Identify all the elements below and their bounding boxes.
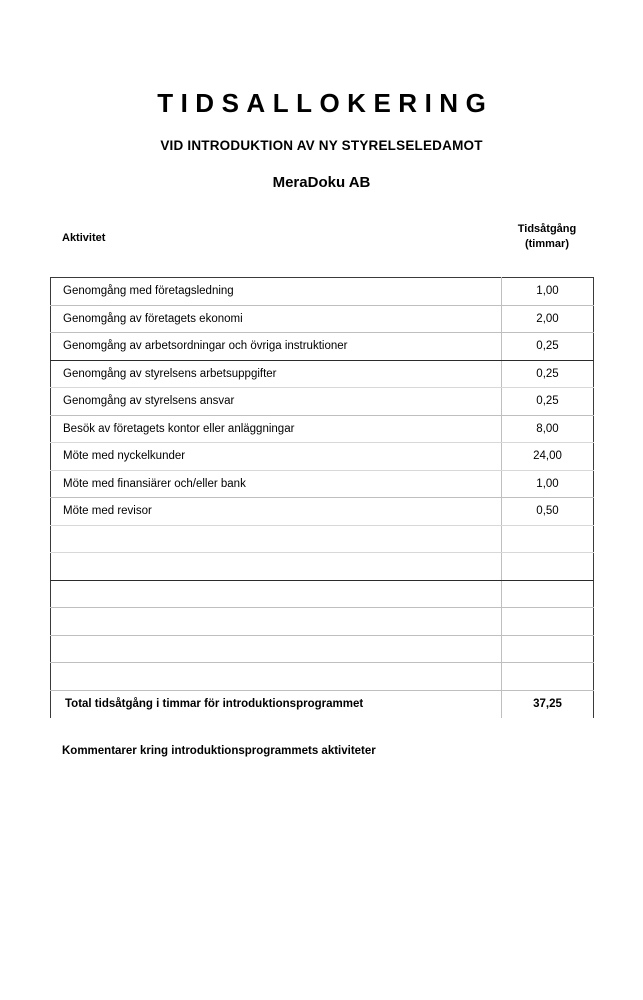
cell-hours[interactable] xyxy=(502,663,594,691)
cell-hours[interactable]: 0,25 xyxy=(502,388,594,416)
table-row[interactable] xyxy=(51,470,594,498)
time-allocation-table xyxy=(50,277,594,718)
cell-hours[interactable]: 2,00 xyxy=(502,305,594,333)
table-total-row xyxy=(51,690,594,718)
cell-hours[interactable] xyxy=(502,608,594,636)
cell-hours[interactable]: 24,00 xyxy=(502,443,594,471)
document-title: TIDSALLOKERING xyxy=(157,88,494,118)
column-header-hours xyxy=(501,222,593,251)
cell-activity[interactable]: Möte med finansiärer och/eller bank xyxy=(51,470,502,498)
cell-hours[interactable]: 1,00 xyxy=(502,278,594,306)
column-header-activity: Aktivitet xyxy=(62,232,106,244)
table-row[interactable] xyxy=(51,415,594,443)
cell-activity[interactable]: Genomgång av styrelsens ansvar xyxy=(51,388,502,416)
cell-activity[interactable] xyxy=(51,608,502,636)
cell-activity[interactable] xyxy=(51,553,502,581)
table-body xyxy=(51,278,594,718)
table-row[interactable] xyxy=(51,663,594,691)
table-row[interactable] xyxy=(51,580,594,608)
column-header-hours-line1: Tidsåtgång xyxy=(517,223,577,235)
company-name: MeraDoku AB xyxy=(272,174,371,191)
cell-hours[interactable]: 0,25 xyxy=(502,360,594,388)
cell-activity[interactable] xyxy=(51,663,502,691)
cell-hours[interactable] xyxy=(502,580,594,608)
table-row[interactable] xyxy=(51,443,594,471)
column-header-hours-line2: (timmar) xyxy=(524,237,569,250)
document-subtitle: VID INTRODUKTION AV NY STYRELSELEDAMOT xyxy=(160,138,483,153)
cell-activity[interactable]: Genomgång av styrelsens arbetsuppgifter xyxy=(51,360,502,388)
table-row[interactable] xyxy=(51,333,594,361)
cell-activity[interactable] xyxy=(51,635,502,663)
cell-activity[interactable]: Genomgång av arbetsordningar och övriga instruktioner xyxy=(51,333,502,361)
cell-hours[interactable] xyxy=(502,525,594,553)
cell-activity[interactable]: Genomgång av företagets ekonomi xyxy=(51,305,502,333)
cell-activity[interactable]: Möte med revisor xyxy=(51,498,502,526)
cell-hours[interactable]: 0,25 xyxy=(502,333,594,361)
cell-hours[interactable] xyxy=(502,635,594,663)
total-label: Total tidsåtgång i timmar för introduktionsprogrammet xyxy=(51,690,502,718)
cell-hours[interactable] xyxy=(502,553,594,581)
table-row[interactable] xyxy=(51,635,594,663)
cell-hours[interactable]: 1,00 xyxy=(502,470,594,498)
comments-heading: Kommentarer kring introduktionsprogrammets aktiviteter xyxy=(62,745,376,757)
table-row[interactable] xyxy=(51,388,594,416)
table-row[interactable] xyxy=(51,608,594,636)
cell-activity[interactable]: Genomgång med företagsledning xyxy=(51,278,502,306)
table-row[interactable] xyxy=(51,278,594,306)
cell-activity[interactable]: Besök av företagets kontor eller anläggningar xyxy=(51,415,502,443)
cell-activity[interactable] xyxy=(51,525,502,553)
table-row[interactable] xyxy=(51,305,594,333)
table-row[interactable] xyxy=(51,553,594,581)
table-row[interactable] xyxy=(51,525,594,553)
cell-hours[interactable]: 8,00 xyxy=(502,415,594,443)
table-row[interactable] xyxy=(51,360,594,388)
table-row[interactable] xyxy=(51,498,594,526)
cell-activity[interactable]: Möte med nyckelkunder xyxy=(51,443,502,471)
total-value: 37,25 xyxy=(502,690,594,718)
cell-activity[interactable] xyxy=(51,580,502,608)
cell-hours[interactable]: 0,50 xyxy=(502,498,594,526)
